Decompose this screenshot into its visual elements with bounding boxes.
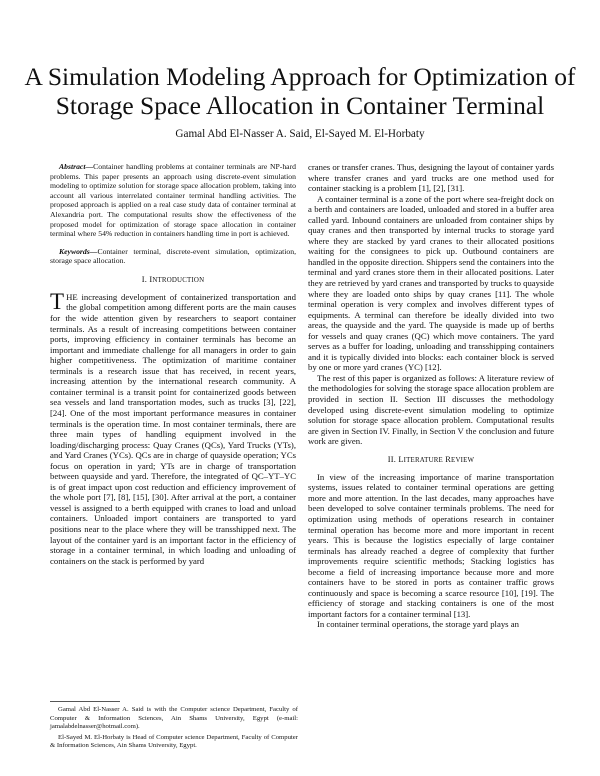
paper-title (20, 62, 580, 120)
paper-organization-paragraph: The rest of this paper is organized as follows: A literature review of the methodologies for solving the storage space allocation problem are provided in section II. Section III discusses the methodology developed using discrete-event simulation modeling to optimize solution for storage space allocation problem. Computational results are given in Section IV. Finally, in Section V the conclusion and future work are given. (308, 372, 554, 447)
section-first-letter: L (398, 454, 404, 464)
footnote-author-1: Gamal Abd El-Nasser A. Said is with the Computer science Department, Faculty of Computer & Information Sciences, Ain Shams University, Egypt (e-mail: jamalabdelnasser@hotmail.com). (50, 706, 298, 731)
section-rest: ITERATURE (403, 456, 443, 464)
footnotes (50, 706, 298, 753)
section-rest: EVIEW (451, 456, 475, 464)
footnote-author-2: El-Sayed M. El-Horbaty is Head of Computer science Department, Faculty of Computer & Information Sciences, Ain Shams University, Egypt. (50, 733, 298, 750)
abstract-label: Abstract (59, 162, 86, 171)
section-heading-literature-review (308, 455, 554, 466)
section-numeral: II. (387, 454, 397, 464)
intro-paragraph-continued: cranes or transfer cranes. Thus, designing the layout of container yards where transfer cranes and yard trucks are one method used for container stacking is a problem [1], [2], [31]. (308, 162, 554, 194)
abstract-dash: — (85, 162, 94, 171)
section-first-letter: I (149, 274, 153, 284)
section-first-letter: R (445, 454, 452, 464)
keywords-text: Container terminal, discrete-event simulation, optimization, storage space allocation. (50, 246, 296, 266)
intro-paragraph-text: HE increasing development of containerized transportation and the global competition among different ports are the main causes for the wide attention given by researchers to seaport container terminals. As a result of increasing competitions between container ports, improving efficiency in container terminals has become an important and immediate challenge for all managers in order to gain higher competitiveness. The optimization of maritime container terminals is a research issue that has received, in recent years, increasing attention by the international research community. A container terminal is a transit point for containerized goods between sea vessels and land transportation modes, such as trucks [3], [22], [24]. One of the most important performance measures in container terminals is the operation time. In most container terminals, there are three main types of handling equipment involved in the loading/discharging process: Quay Cranes (QCs), Yard Trucks (YTs), and Yard Cranes (YCs). QCs are in charge of quayside operation; YCs focus on operation in yard; YTs are in charge of transportation between quayside and yard. Therefore, the integrated of QC–YT–YC is of great impact upon cost reduction and efficiency improvement of the whole port [7], [8], [15], [30]. After arrival at the port, a container vessel is assigned to a berth equipped with cranes to load and unload containers. Unloaded import containers are transported to yard positions near to the place where they will be transshipped next. The layout of the container yard is an important factor in the efficiency of storage in a container terminal, in which loading and unloading of containers on the stack is performed by yard (50, 291, 296, 566)
title-line-2: Storage Space Allocation in Container Terminal (55, 91, 545, 120)
keywords (50, 247, 296, 266)
drop-cap: T (50, 288, 65, 314)
left-column (50, 162, 296, 566)
footnote-divider (50, 701, 120, 702)
right-column (308, 162, 554, 630)
keywords-dash: — (89, 246, 98, 256)
literature-paragraph: In view of the increasing importance of marine transportation systems, issues related to container terminal operations are getting more and more attention. In the last decades, many approaches have been developed to solve container terminals problems. The need for optimization using methods of operations research in container terminal operation has become more and more important in recent years. This is because the logistics especially of large container terminals has already reached a degree of complexity that further improvements require scientific methods; Stacking logistics has become a field of increasing importance because more and more containers have to be stored in ports as container traffic grows continuously and space is becoming a scarce resource [10], [19]. The efficiency of storage and stacking containers is one of the most important factors for a container terminal [13]. (308, 471, 554, 619)
section-heading-introduction (50, 275, 296, 286)
title-line-1: A Simulation Modeling Approach for Optimization of (24, 62, 576, 91)
terminal-description-paragraph: A container terminal is a zone of the port where sea-freight dock on a berth and containers are loaded, unloaded and stored in a buffer area called yard. Inbound containers are unloaded from container ships by quay cranes and then transported by internal trucks to storage yard where they are stacked by yard cranes to their allocated positions waiting for the consignees to pick up. Outbound containers are handled in the opposite direction. Shippers send the containers into the terminal and yard cranes store them in their allocated positions. Later they are retrieved by yard cranes and transported by trucks to quayside where they are loaded onto ships by quay cranes [11]. The whole terminal operation is very complex and involves different types of equipments. A terminal can therefore be ideally divided into two areas, the quayside and the yard. The quayside is made up of berths for vessels and quay cranes (QC) which move containers. The yard serves as a buffer for loading, unloading and transshipping containers and it is typically divided into blocks: each container block is served by one or more yard cranes (YC) [12]. (308, 193, 554, 373)
section-numeral: I. (141, 274, 148, 284)
author-list: Gamal Abd El-Nasser A. Said, El-Sayed M. El-Horbaty (175, 128, 425, 140)
intro-paragraph (50, 288, 296, 566)
literature-paragraph-2: In container terminal operations, the storage yard plays an (317, 619, 519, 630)
section-rest: NTRODUCTION (152, 276, 205, 284)
abstract-text: Container handling problems at container terminals are NP-hard problems. This paper presents an approach using discrete-event simulation modeling to optimize solution for storage space allocation problem, taking into account all various interrelated container terminal handling activities. The proposed approach is applied on a real case study data of container terminal at Alexandria port. The computational results show the effectiveness of the proposed model for optimization of storage space allocation in container terminal where 54% reduction in containers handling time in port is achieved. (50, 162, 296, 239)
abstract (50, 162, 296, 239)
keywords-label: Keywords (59, 246, 90, 256)
